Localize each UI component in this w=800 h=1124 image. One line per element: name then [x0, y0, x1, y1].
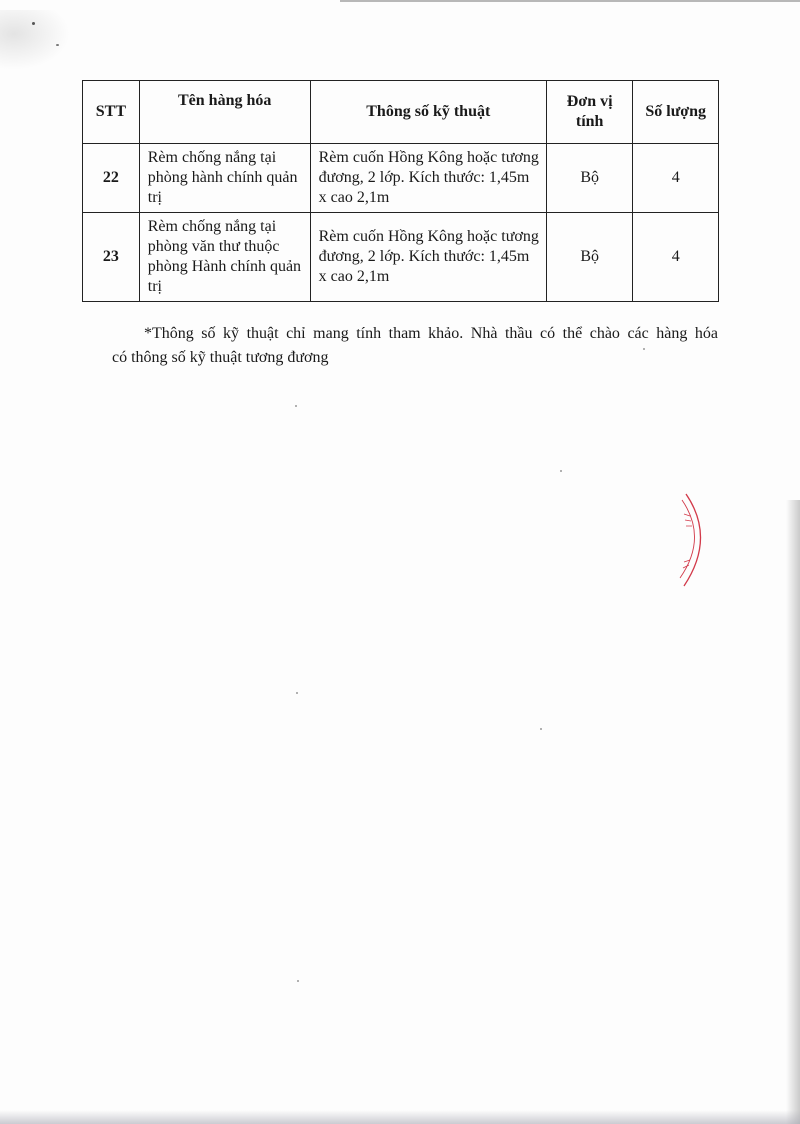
table-header-row	[83, 81, 719, 144]
scan-top-edge	[340, 0, 800, 2]
header-name: Tên hàng hóa	[139, 81, 310, 144]
goods-specification-table	[82, 80, 719, 302]
scan-speck	[32, 22, 35, 25]
scan-speck	[297, 980, 299, 982]
scan-right-shadow	[786, 500, 800, 1124]
cell-spec: Rèm cuốn Hồng Kông hoặc tương đương, 2 lớp. Kích thước: 1,45m x cao 2,1m	[310, 213, 546, 302]
header-spec: Thông số kỹ thuật	[310, 81, 546, 144]
scan-speck	[643, 348, 645, 350]
table-row	[83, 144, 719, 213]
cell-qty: 4	[633, 213, 719, 302]
cell-qty: 4	[633, 144, 719, 213]
scan-speck	[56, 44, 59, 46]
header-stt: STT	[83, 81, 140, 144]
header-unit-line1: Đơn vị	[566, 93, 613, 110]
scan-speck	[295, 405, 297, 407]
scan-speck	[296, 692, 298, 694]
footnote-line1: *Thông số kỹ thuật chỉ mang tính tham khảo. Nhà thầu có thể chào các hàng hóa	[144, 325, 718, 342]
footnote	[112, 322, 718, 370]
scan-speck	[540, 728, 542, 730]
cell-unit: Bộ	[546, 144, 632, 213]
scan-smudge	[0, 10, 70, 70]
footnote-line2: có thông số kỹ thuật tương đương	[112, 349, 329, 366]
cell-name: Rèm chống nắng tại phòng văn thư thuộc phòng Hành chính quản trị	[139, 213, 310, 302]
header-qty: Số lượng	[633, 81, 719, 144]
cell-spec: Rèm cuốn Hồng Kông hoặc tương đương, 2 lớp. Kích thước: 1,45m x cao 2,1m	[310, 144, 546, 213]
red-seal-stamp-fragment	[672, 490, 712, 590]
header-unit	[546, 81, 632, 144]
header-unit-line2: tính	[575, 113, 604, 130]
cell-name: Rèm chống nắng tại phòng hành chính quản trị	[139, 144, 310, 213]
scan-bottom-shadow	[0, 1110, 800, 1124]
cell-stt: 22	[83, 144, 140, 213]
table-row	[83, 213, 719, 302]
cell-unit: Bộ	[546, 213, 632, 302]
scan-speck	[560, 470, 562, 472]
cell-stt: 23	[83, 213, 140, 302]
